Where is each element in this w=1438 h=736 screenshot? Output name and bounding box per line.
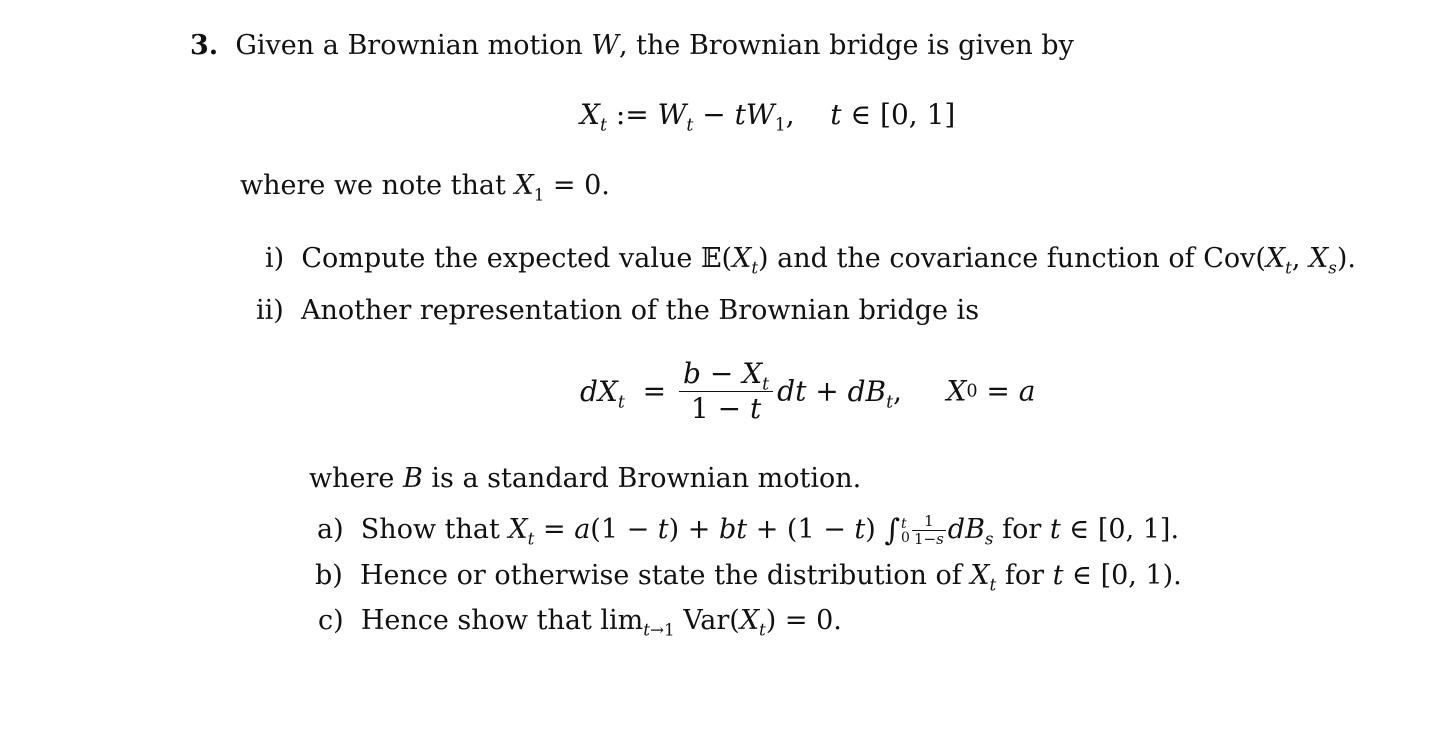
sde-note-line: where B is a standard Brownian motion. [309,463,862,494]
problem-intro-line: 3. Given a Brownian motion W, the Brownian bridge is given by [190,30,1074,61]
part-ii-label: ii) [256,295,284,326]
sde-equation: $dX_t$ = $\frac{b - X_t}{1 - t}$ dt + $dB_t$, X0 = a [580,357,1036,425]
subpart-a: a) Show that $X_t = a(1 - t)$ + bt + (1 − t) ∫ t 0 $\frac{1}{1-s}$ $dB_s$ for t ∈ [0, 1]. [317,512,1180,549]
part-ii: ii) Another representation of the Brownian bridge is [256,295,980,326]
note-line: where we note that $X_1 = 0$. [240,170,610,205]
part-i: i) Compute the expected value $𝔼(X_t)$ and the covariance function of $Cov(X_t$, $X_s$). [265,243,1356,278]
subpart-b: b) Hence or otherwise state the distribution of $X_t$ for t ∈ [0, 1). [315,560,1182,595]
problem-number: 3. [190,30,219,61]
subpart-c: c) Hence show that $\lim_{t\to 1} Var(X_t) = 0$. [318,605,842,640]
subpart-c-label: c) [318,605,344,636]
definition-equation: $X_t$ := $W_t - tW_1$, t ∈ [0, 1] [580,98,956,136]
subpart-a-label: a) [317,514,344,545]
part-i-label: i) [265,243,285,274]
subpart-b-label: b) [315,560,343,591]
